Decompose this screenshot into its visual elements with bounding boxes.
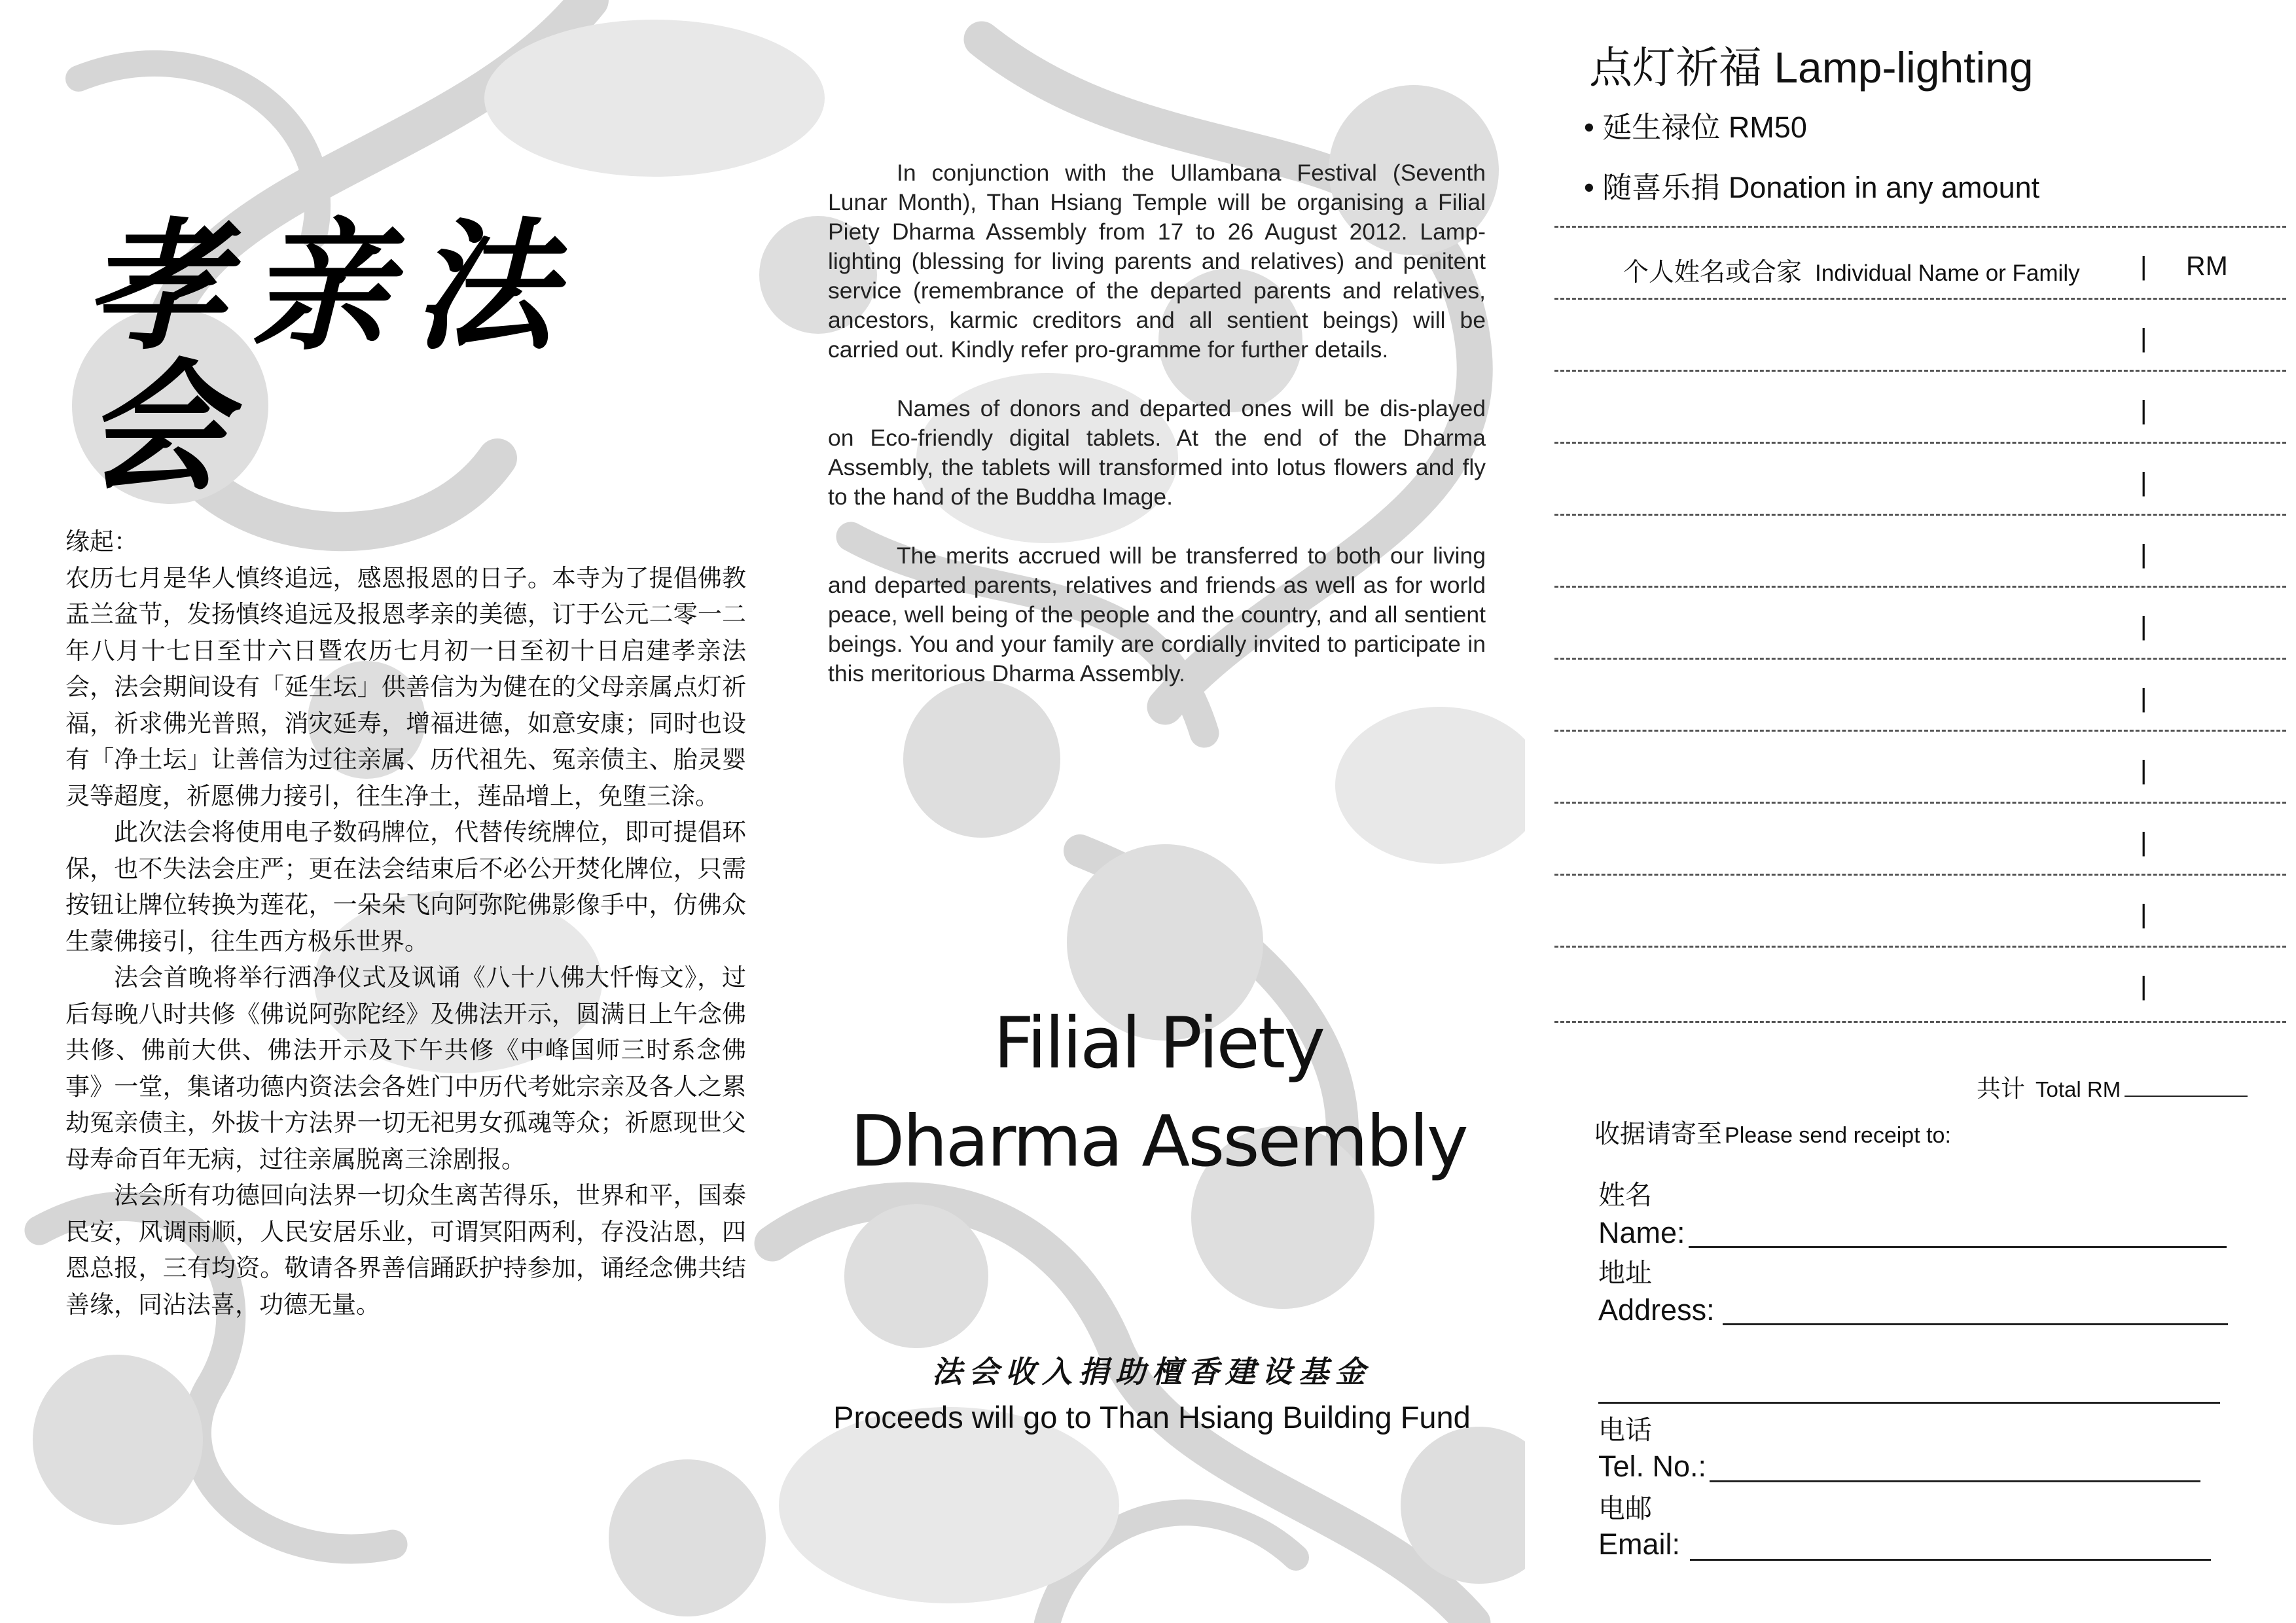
column-amount: RM [2186,251,2228,281]
chinese-paragraph: 法会所有功德回向法界一切众生离苦得乐，世界和平，国泰民安，风调雨顺，人民安居乐业，可谓冥阳两利，存没沾恩，四恩总报，三有均资。敬请各界善信踊跃护持参加，诵经念佛共结善缘，同沾法喜，功德无量。 [65,1181,746,1319]
row-separator: | [2140,468,2147,497]
total-field[interactable] [2125,1076,2248,1097]
row-separator: | [2140,972,2147,1001]
dashed-divider[interactable] [1554,802,2286,804]
row-separator: | [2140,900,2147,929]
email-label-cn: 电邮 [1598,1493,1652,1524]
table-header [1623,252,2284,289]
english-title-line1: Filial Piety [993,1003,1324,1084]
english-paragraph: Names of donors and departed ones will be dis-played on Eco-friendly digital tablets. At the end of the Dharma Assembly, the tablets will transformed into lotus flowers and fly to the hand of the Buddha Image. [828,395,1486,510]
name-label: Name: [1598,1216,1685,1249]
dashed-divider[interactable] [1554,730,2286,732]
address-label: Address: [1598,1293,1715,1327]
row-separator: | [2140,684,2147,713]
dashed-divider[interactable] [1554,1021,2286,1023]
email-label: Email: [1598,1527,1681,1561]
option-longevity-cn: 延生禄位 [1602,110,1721,145]
row-separator: | [2140,756,2147,785]
email-field[interactable] [1690,1559,2211,1561]
total-label-cn: 共计 [1977,1075,2025,1103]
tel-label: Tel. No.: [1598,1450,1707,1483]
row-separator: | [2140,324,2147,353]
chinese-paragraph-heading: 缘起： [65,527,138,556]
receipt-label-cn: 收据请寄至 [1594,1120,1723,1149]
dashed-divider[interactable] [1554,946,2286,948]
option-longevity [1584,103,1807,146]
dashed-divider[interactable] [1554,370,2286,372]
chinese-title: 孝亲法会 [85,204,578,510]
tel-field[interactable] [1710,1480,2200,1482]
row-separator: | [2140,396,2147,425]
row-separator: | [2140,612,2147,641]
total-label-en: Total RM [2036,1077,2121,1101]
option-donation-cn: 随喜乐捐 [1602,170,1721,205]
english-title [805,995,1512,1191]
address-field-line2[interactable] [1598,1402,2220,1404]
receipt-instruction [1594,1114,1951,1150]
dashed-divider[interactable] [1554,586,2286,588]
total-amount [1977,1069,2248,1104]
tel-label-cn: 电话 [1598,1414,1652,1446]
option-longevity-price: RM50 [1728,111,1807,144]
proceeds-chinese: 法会收入捐助檀香建设基金 [932,1354,1372,1389]
dashed-divider[interactable] [1554,874,2286,876]
dashed-divider [1554,298,2286,300]
english-title-line2: Dharma Assembly [850,1101,1467,1183]
name-field[interactable] [1689,1246,2227,1248]
proceeds-english: Proceeds will go to Than Hsiang Building Fund [833,1400,1471,1435]
chinese-paragraph: 法会首晚将举行洒净仪式及讽诵《八十八佛大忏悔文》，过后每晚八时共修《佛说阿弥陀经》及佛法开示，圆满日上午念佛共修、佛前大供、佛法开示及下午共修《中峰国师三时系念佛事》一堂，集诸功德内资法会各姓门中历代考妣宗亲及各人之累劫冤亲债主，外拔十方法界一切无祀男女孤魂等众；祈愿现世父母寿命百年无病，过往亲属脱离三涂剧报。 [65,963,746,1173]
receipt-label-en: Please send receipt to: [1725,1123,1951,1148]
option-donation-en: Donation in any amount [1728,171,2040,204]
english-paragraph: The merits accrued will be transferred to both our living and departed parents, relatives and friends as well as for world peace, well being of the people and the country, and all sentient beings. You and your family are cordially invited to participate in this meritorious Dharma Assembly. [828,543,1486,687]
english-paragraph: In conjunction with the Ullambana Festival (Seventh Lunar Month), Than Hsiang Temple will be organising a Filial Piety Dharma Assembly from 17 to 26 August 2012. Lamp-lighting (blessing for living parents and relatives) and penitent service (remembrance of the departed parents and relatives, ancestors, karmic creditors and all sentient beings) will be carried out. Kindly refer pro-gramme for further details. [828,160,1486,363]
dashed-divider [1554,226,2286,228]
address-label-cn: 地址 [1598,1257,1652,1289]
lamp-heading-en: Lamp-lighting [1774,43,2034,92]
chinese-paragraph: 农历七月是华人慎终追远，感恩报恩的日子。本寺为了提倡佛教盂兰盆节，发扬慎终追远及报恩孝亲的美德，订于公元二零一二年八月十七日至廿六日暨农历七月初一日至初十日启建孝亲法会，法会期间设有「延生坛」供善信为为健在的父母亲属点灯祈福，祈求佛光普照，消灾延寿，增福进德，如意安康；同时也设有「净土坛」让善信为过往亲属、历代祖先、冤亲债主、胎灵婴灵等超度，祈愿佛力接引，往生净土，莲品增上，免堕三涂。 [65,563,746,810]
dashed-divider[interactable] [1554,514,2286,516]
row-separator: | [2140,828,2147,857]
bullet-icon: • [1584,111,1594,144]
bullet-icon: • [1584,171,1594,204]
dashed-divider[interactable] [1554,442,2286,444]
english-body [828,158,1486,718]
lamp-heading-cn: 点灯祈福 [1589,43,1762,93]
column-name-en: Individual Name or Family [1815,260,2080,286]
name-label-cn: 姓名 [1598,1179,1652,1211]
chinese-body [65,524,746,1323]
chinese-paragraph: 此次法会将使用电子数码牌位，代替传统牌位，即可提倡环保，也不失法会庄严；更在法会结束后不必公开焚化牌位，只需按钮让牌位转换为莲花，一朵朵飞向阿弥陀佛影像手中，仿佛众生蒙佛接引，往生西方极乐世界。 [65,818,746,955]
column-separator: | [2140,252,2147,281]
column-name-cn: 个人姓名或合家 [1623,258,1803,287]
dashed-divider[interactable] [1554,658,2286,660]
lamp-lighting-heading [1589,33,2034,95]
row-separator: | [2140,540,2147,569]
option-donation [1584,164,2039,206]
address-field[interactable] [1723,1323,2228,1325]
